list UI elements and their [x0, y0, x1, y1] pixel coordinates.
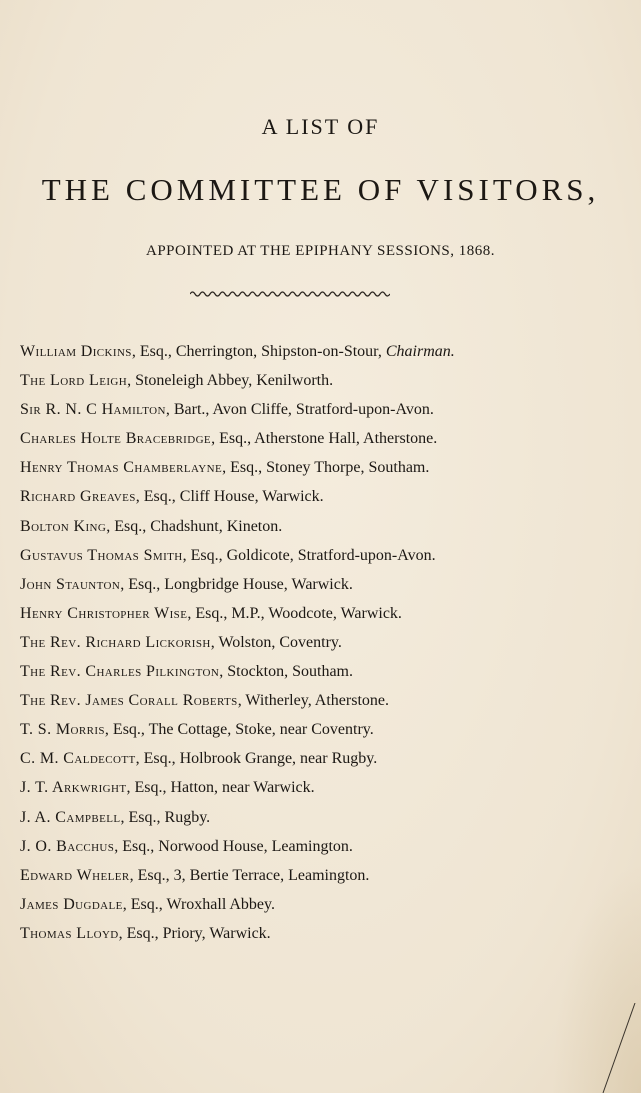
member-details: , Esq., Longbridge House, Warwick.	[120, 575, 353, 593]
list-item	[20, 424, 635, 453]
member-details: , Wolston, Coventry.	[210, 633, 342, 651]
member-details: , Esq., Norwood House, Leamington.	[114, 837, 353, 855]
ornamental-rule	[190, 290, 390, 298]
list-item	[20, 890, 635, 919]
list-item	[20, 366, 635, 395]
member-details: , Esq., The Cottage, Stoke, near Coventry.	[104, 721, 374, 739]
member-details: , Esq., M.P., Woodcote, Warwick.	[187, 604, 402, 622]
list-item	[20, 599, 635, 628]
member-name: The Rev. Richard Lickorish	[20, 633, 211, 651]
member-name: Sir R. N. C Hamilton	[20, 401, 166, 419]
list-item	[20, 715, 635, 744]
member-name: The Lord Leigh	[20, 372, 128, 390]
member-details: , Esq., Chadshunt, Kineton.	[106, 517, 283, 535]
member-details: , Stockton, Southam.	[219, 663, 353, 681]
list-item	[20, 453, 635, 482]
list-item	[20, 832, 635, 861]
member-name: J. A. Campbell	[20, 808, 121, 826]
member-details: , Esq., 3, Bertie Terrace, Leamington.	[129, 866, 370, 884]
member-name: Thomas Lloyd	[20, 924, 119, 942]
member-role: Chairman.	[385, 343, 455, 360]
heading-line-2: THE COMMITTEE OF VISITORS,	[41, 172, 600, 207]
member-name: Henry Thomas Chamberlayne	[20, 459, 223, 477]
member-name: Bolton King	[20, 517, 107, 535]
committee-list	[20, 337, 635, 948]
member-name: T. S. Morris	[20, 721, 105, 739]
member-name: John Staunton	[20, 575, 121, 593]
member-details: , Esq., Hatton, near Warwick.	[126, 779, 315, 797]
list-item	[20, 482, 635, 511]
member-details: , Esq., Atherstone Hall, Atherstone.	[211, 430, 438, 448]
member-details: , Esq., Cherrington, Shipston-on-Stour,	[131, 343, 386, 360]
heading-line-1: A LIST OF	[261, 114, 380, 139]
paper-crease	[597, 1003, 637, 1093]
member-details: , Esq., Stoney Thorpe, Southam.	[222, 459, 430, 477]
member-name: Henry Christopher Wise	[20, 604, 188, 622]
member-details: , Stoneleigh Abbey, Kenilworth.	[127, 372, 334, 390]
list-item	[20, 657, 635, 686]
member-name: Charles Holte Bracebridge	[20, 430, 212, 448]
list-item	[20, 337, 635, 366]
list-item	[20, 512, 635, 541]
list-item	[20, 803, 635, 832]
member-details: , Esq., Goldicote, Stratford-upon-Avon.	[182, 546, 436, 564]
member-name: William Dickins	[20, 343, 132, 360]
member-name: James Dugdale	[20, 895, 123, 913]
member-name: J. O. Bacchus	[20, 837, 115, 855]
list-item	[20, 395, 635, 424]
list-item	[20, 570, 635, 599]
member-details: , Esq., Wroxhall Abbey.	[122, 895, 275, 913]
list-item	[20, 686, 635, 715]
member-details: , Esq., Cliff House, Warwick.	[135, 488, 324, 506]
list-item	[20, 861, 635, 890]
list-item	[20, 919, 635, 948]
member-details: , Esq., Priory, Warwick.	[118, 924, 271, 942]
list-item	[20, 541, 635, 570]
member-details: , Esq., Rugby.	[120, 808, 211, 826]
list-item	[20, 773, 635, 802]
member-details: , Bart., Avon Cliffe, Stratford-upon-Avon.	[165, 401, 434, 419]
member-name: Edward Wheler	[20, 866, 130, 884]
member-details: , Esq., Holbrook Grange, near Rugby.	[135, 750, 378, 768]
heading-line-3: APPOINTED AT THE EPIPHANY SESSIONS, 1868.	[145, 243, 495, 259]
member-name: Gustavus Thomas Smith	[20, 546, 183, 564]
list-item	[20, 744, 635, 773]
member-name: The Rev. Charles Pilkington	[20, 663, 220, 681]
member-details: , Witherley, Atherstone.	[237, 692, 390, 710]
member-name: The Rev. James Corall Roberts	[20, 692, 238, 710]
member-name: C. M. Caldecott	[20, 750, 136, 768]
list-item	[20, 628, 635, 657]
member-name: Richard Greaves	[20, 488, 136, 506]
member-name: J. T. Arkwright	[20, 779, 127, 797]
